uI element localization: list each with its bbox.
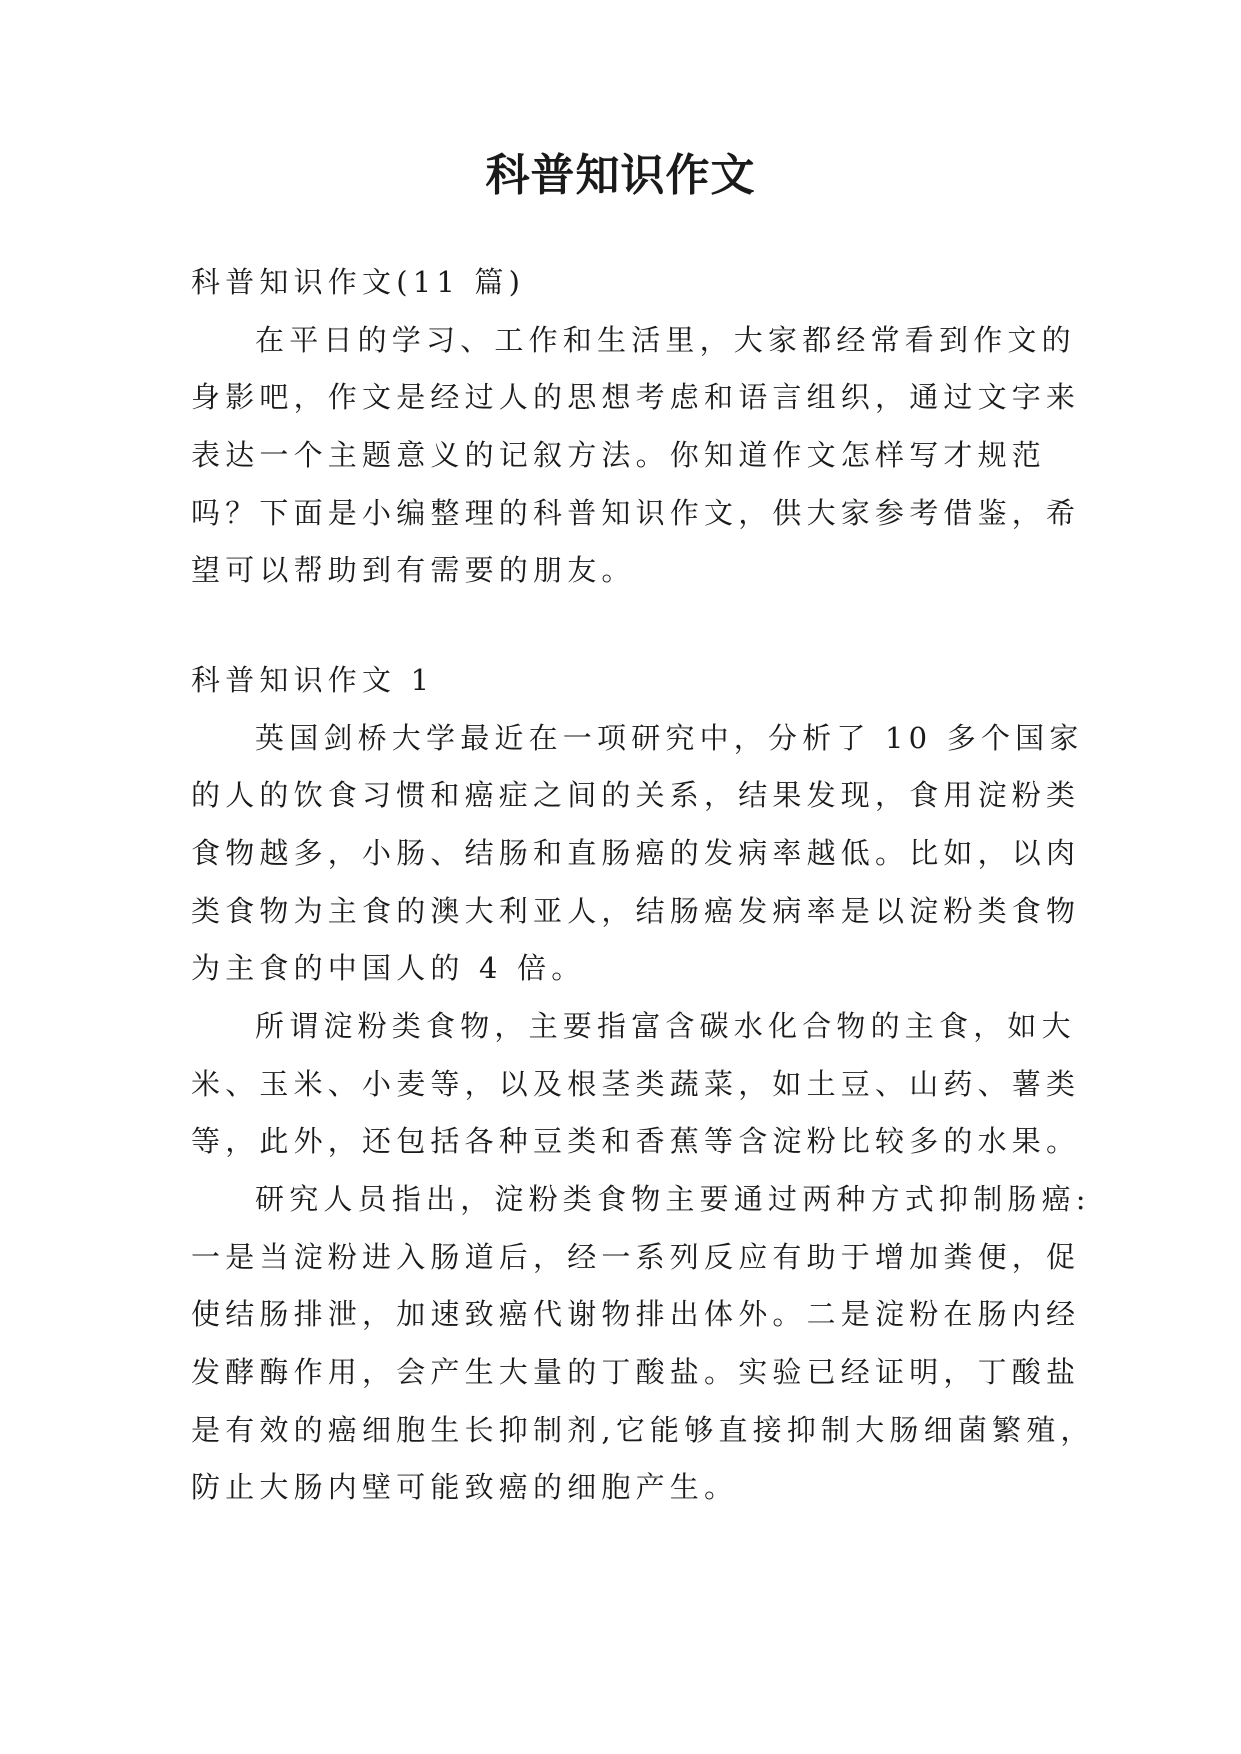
intro-line-5: 望可以帮助到有需要的朋友。 xyxy=(191,553,636,587)
intro-heading: 科普知识作文(11 篇) xyxy=(191,265,526,299)
para3-line-4: 发酵酶作用，会产生大量的丁酸盐。实验已经证明，丁酸盐 xyxy=(191,1355,1081,1389)
para3-line-1: 研究人员指出，淀粉类食物主要通过两种方式抑制肠癌: xyxy=(255,1182,1091,1216)
section-1-heading: 科普知识作文 1 xyxy=(191,663,435,697)
para1-line-2: 的人的饮食习惯和癌症之间的关系，结果发现，食用淀粉类 xyxy=(191,778,1081,812)
intro-line-1: 在平日的学习、工作和生活里，大家都经常看到作文的 xyxy=(255,323,1076,357)
document-title: 科普知识作文 xyxy=(485,150,756,201)
para2-line-1: 所谓淀粉类食物，主要指富含碳水化合物的主食，如大 xyxy=(255,1009,1076,1043)
para2-line-3: 等，此外，还包括各种豆类和香蕉等含淀粉比较多的水果。 xyxy=(191,1124,1081,1158)
para3-line-6: 防止大肠内壁可能致癌的细胞产生。 xyxy=(191,1470,739,1504)
para1-line-1: 英国剑桥大学最近在一项研究中，分析了 10 多个国家 xyxy=(255,721,1084,755)
para2-line-2: 米、玉米、小麦等，以及根茎类蔬菜，如土豆、山药、薯类 xyxy=(191,1067,1081,1101)
intro-line-2: 身影吧，作文是经过人的思想考虑和语言组织，通过文字来 xyxy=(191,380,1081,414)
para1-line-5: 为主食的中国人的 4 倍。 xyxy=(191,951,586,985)
para3-line-5: 是有效的癌细胞生长抑制剂,它能够直接抑制大肠细菌繁殖， xyxy=(191,1413,1095,1447)
intro-line-4: 吗？下面是小编整理的科普知识作文，供大家参考借鉴，希 xyxy=(191,496,1081,530)
para1-line-3: 食物越多，小肠、结肠和直肠癌的发病率越低。比如，以肉 xyxy=(191,836,1081,870)
intro-line-3: 表达一个主题意义的记叙方法。你知道作文怎样写才规范 xyxy=(191,438,1047,472)
para1-line-4: 类食物为主食的澳大利亚人，结肠癌发病率是以淀粉类食物 xyxy=(191,894,1081,928)
para3-line-3: 使结肠排泄，加速致癌代谢物排出体外。二是淀粉在肠内经 xyxy=(191,1297,1081,1331)
para3-line-2: 一是当淀粉进入肠道后，经一系列反应有助于增加粪便，促 xyxy=(191,1240,1081,1274)
